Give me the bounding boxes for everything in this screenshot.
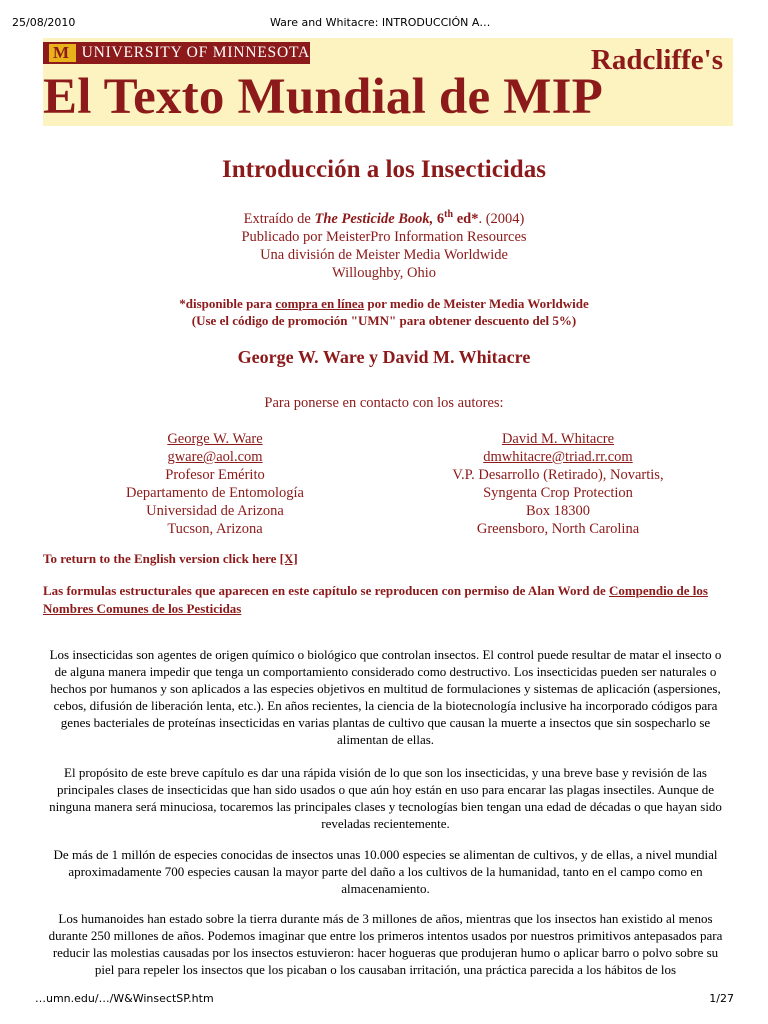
edition-superscript: th (444, 209, 454, 220)
availability-prefix: *disponible para (179, 296, 276, 311)
print-date: 25/08/2010 (12, 16, 76, 29)
contact-heading: Para ponerse en contacto con los autores: (264, 395, 504, 411)
english-version-text: To return to the English version click here (43, 551, 280, 566)
author-whitacre-line: V.P. Desarrollo (Retirado), Novartis, (452, 467, 664, 483)
author-ware-line: Profesor Emérito (165, 467, 265, 483)
body-paragraph: De más de 1 millón de especies conocidas de insectos unas 10.000 especies se alimentan de cultivos, y de ellas, a nivel mundial aproximadamente 700 especies causan la mayor parte del daño a los cultivos de la humanidad, tanto en el campo como en almacenamiento. (53, 847, 718, 896)
availability-suffix: por medio de Meister Media Worldwide (364, 296, 589, 311)
location-line: Willoughby, Ohio (332, 264, 436, 281)
author-whitacre-line: Syngenta Crop Protection (483, 485, 633, 501)
author-whitacre-line: Greensboro, North Carolina (476, 521, 640, 537)
edition-number: 6 (433, 210, 445, 227)
book-title: The Pesticide Book, (314, 210, 434, 227)
permission-text: Las formulas estructurales que aparecen en este capítulo se reproducen con permiso de Alan Word de (43, 583, 609, 598)
permission-note (43, 582, 728, 618)
publisher-line: Publicado por MeisterPro Information Resources (241, 228, 527, 245)
print-title: Ware and Whitacre: INTRODUCCIÓN A… (270, 16, 491, 29)
source-info (0, 206, 768, 282)
site-title: El Texto Mundial de MIP (43, 69, 604, 125)
english-version-note (43, 551, 298, 567)
availability-note (0, 295, 768, 329)
body-paragraph: Los insecticidas son agentes de origen químico o biológico que controlan insectos. El control puede resultar de matar el insecto o de alguna manera impedir que tenga un comportamiento considerado como destructivo. Los insecticidas pueden ser naturales o hechos por humanos y son aplicados a las especies objetivos en multitud de formulaciones y sistemas de aplicación (aspersiones, cebos, difusión de liberación lenta, etc.). En años recientes, la ciencia de la biotecnología inclusive ha incorporado códigos para genes bacteriales de proteínas insecticidas en varias plantas de cultivo que causan la muerte a insectos que sin sospecharlo se alimentan de ellas. (49, 647, 722, 747)
availability-line (0, 295, 768, 312)
author-ware-line: Tucson, Arizona (167, 521, 263, 537)
print-footer (0, 992, 768, 1006)
print-page-number: 1/27 (709, 992, 734, 1005)
edition-suffix: ed* (453, 210, 479, 227)
author-whitacre-line: Box 18300 (525, 503, 591, 519)
umn-logo-icon (49, 44, 76, 62)
author-whitacre-email-link[interactable]: dmwhitacre@triad.rr.com (483, 449, 633, 465)
author-ware-email-link[interactable]: gware@aol.com (167, 449, 263, 465)
university-bar[interactable] (43, 42, 310, 64)
site-banner (43, 38, 733, 126)
body-paragraph: El propósito de este breve capítulo es dar una rápida visión de lo que son los insecticidas, y una breve base y revisión de las principales clases de insecticidas que han sido usados o que aún hoy están en uso para encarar las plagas insectiles. Aunque de ninguna manera será minuciosa, tocaremos las principales clases y tecnologías bien tengan una edad de décadas o que hayan sido reveladas recientemente. (49, 765, 722, 831)
source-year: . (2004) (478, 210, 525, 227)
page-title: Introducción a los Insecticidas (222, 156, 546, 183)
author-whitacre-name-link[interactable]: David M. Whitacre (501, 431, 615, 447)
promo-line: (Use el código de promoción "UMN" para obtener descuento del 5%) (191, 313, 577, 328)
body-paragraph: Los humanoides han estado sobre la tierra durante más de 3 millones de años, mientras que los insectos han existido al menos durante 250 millones de años. Podemos imaginar que entre los primeros intentos usados por nuestros primitivos antepasados para reducir las molestias causadas por los insectos estuvieron: hacer hogueras que produjeran humo o aplicar barro o polvo sobre su piel para repeler los insectos que los picaban o los causaban irritación, una práctica parecida a los hábitos de los (48, 911, 723, 977)
buy-online-link[interactable]: compra en línea (275, 296, 365, 311)
author-ware-line: Universidad de Arizona (146, 503, 284, 519)
compendium-link[interactable]: Compendio de los Nombres Comunes de los Pesticidas (43, 583, 708, 616)
university-name: UNIVERSITY OF MINNESOTA (81, 44, 310, 61)
print-url: …umn.edu/…/W&WinsectSP.htm (35, 992, 214, 1005)
author-ware-line: Departamento de Entomología (126, 485, 304, 501)
english-version-link[interactable]: [X] (279, 551, 298, 566)
print-header (0, 16, 768, 30)
source-line (0, 206, 768, 228)
author-ware (65, 430, 365, 538)
radcliffe-label: Radcliffe's (590, 44, 723, 76)
author-whitacre (408, 430, 708, 538)
authors-heading: George W. Ware y David M. Whitacre (237, 347, 531, 367)
author-ware-name-link[interactable]: George W. Ware (167, 431, 263, 447)
source-prefix: Extraído de (243, 210, 315, 227)
division-line: Una división de Meister Media Worldwide (260, 246, 508, 263)
